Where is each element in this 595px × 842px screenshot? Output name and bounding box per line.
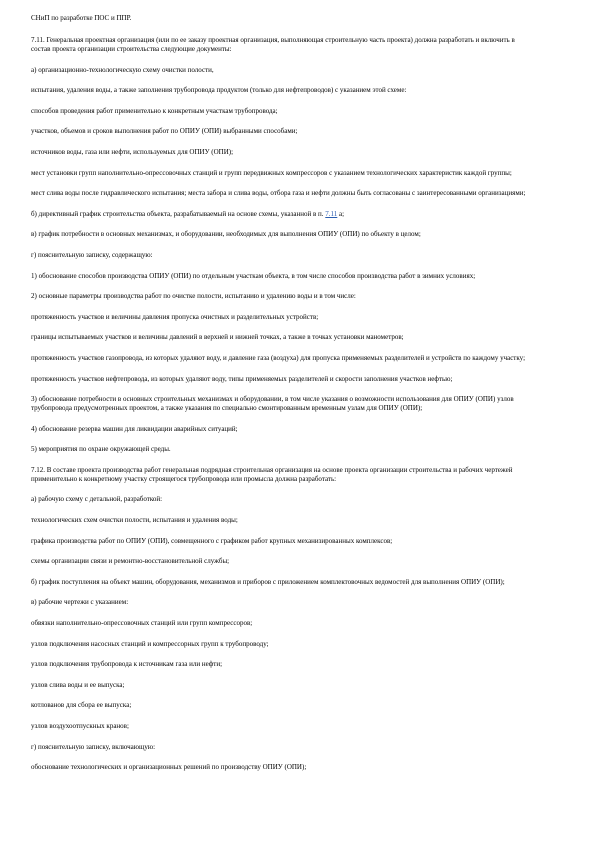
paragraph-text: технологических схем очистки полости, испытания и удаления воды;: [31, 516, 238, 525]
document-paragraph: [31, 86, 533, 95]
paragraph-text: мест установки групп наполнительно-опрессовочных станций и групп передвижных компрессоров с указанием технологических характеристик каждой группы;: [31, 168, 512, 177]
document-paragraph: [31, 127, 533, 136]
paragraph-text: мест слива воды после гидравлического испытания; места забора и слива воды, отбора газа и нефти должны быть согласованы с заинтересованными организациями;: [31, 189, 526, 198]
document-paragraph: [31, 722, 533, 731]
paragraph-text: в) график потребности в основных механизмах, и оборудовании, необходимых для выполнения ОПИУ (ОПИ) по объекту в целом;: [31, 230, 421, 239]
document-paragraph: [31, 148, 533, 157]
document-paragraph: [31, 66, 533, 75]
document-paragraph: [31, 619, 533, 628]
paragraph-text: г) пояснительную записку, включающую:: [31, 742, 156, 751]
paragraph-text: б) директивный график строительства объекта, разрабатываемый на основе схемы, указанной в п.: [31, 209, 326, 218]
document-paragraph: [31, 251, 533, 260]
document-paragraph: [31, 36, 533, 54]
document-paragraph: [31, 354, 533, 363]
paragraph-text: 5) мероприятия по охране окружающей среды.: [31, 445, 171, 454]
document-paragraph: [31, 395, 533, 413]
paragraph-text: испытания, удаления воды, а также заполнения трубопровода продуктом (только для нефтепроводов) с указанием этой схеме:: [31, 86, 407, 95]
document-paragraph: [31, 743, 533, 752]
paragraph-text: участков, объемов и сроков выполнения работ по ОПИУ (ОПИ) выбранными способами;: [31, 127, 298, 136]
paragraph-text: узлов слива воды и ее выпуска;: [31, 680, 125, 689]
paragraph-text: обвязки наполнительно-опрессовочных станций или групп компрессоров;: [31, 619, 253, 628]
document-paragraph: [31, 598, 533, 607]
paragraph-text: границы испытываемых участков и величины давлений в верхней и нижней точках, а также в точках установки манометров;: [31, 333, 404, 342]
document-paragraph: [31, 333, 533, 342]
document-paragraph: [31, 445, 533, 454]
document-paragraph: [31, 557, 533, 566]
document-paragraph: [31, 578, 533, 587]
paragraph-text: 1) обоснование способов производства ОПИУ (ОПИ) по отдельным участкам объекта, в том числе способов производства работ в зимних условиях;: [31, 271, 476, 280]
section-link[interactable]: 7.11: [325, 209, 338, 218]
document-paragraph: [31, 495, 533, 504]
paragraph-text: 2) основные параметры производства работ по очистке полости, испытанию и удалению воды и в том числе:: [31, 292, 356, 301]
paragraph-text: в) рабочие чертежи с указанием:: [31, 598, 129, 607]
document-paragraph: [31, 189, 533, 198]
paragraph-text: протяженность участков и величины давления пропуска очистных и разделительных устройств;: [31, 312, 319, 321]
document-title: СНиП по разработке ПОС и ППР.: [31, 14, 132, 22]
document-paragraph: [31, 537, 533, 546]
document-paragraph: [31, 701, 533, 710]
paragraph-text: б) график поступления на объект машин, оборудования, механизмов и приборов с приложением комплектовочных ведомостей для выполнения ОПИУ (ОПИ);: [31, 577, 505, 586]
paragraph-text: схемы организации связи и ремонтно-восстановительной службы;: [31, 557, 230, 566]
document-paragraph: [31, 272, 533, 281]
paragraph-text: 4) обоснование резерва машин для ликвидации аварийных ситуаций;: [31, 424, 238, 433]
paragraph-text: графика производства работ по ОПИУ (ОПИ), совмещенного с графиком работ крупных механизированных комплексов;: [31, 536, 393, 545]
paragraph-text: 7.11. Генеральная проектная организация (или по ее заказу проектная организация, выполняющая строительную часть проекта) должна разработать и включить в состав проекта организации строительства следующие документы:: [31, 36, 515, 53]
document-paragraph: [31, 292, 533, 301]
paragraph-text: 3) обоснование потребности в основных строительных механизмах и оборудовании, в том числе указания о возможности использования для ОПИУ (ОПИ) узлов трубопровода предусмотренных проектом, а также указания по специально смонтированным временным узлам для ОПИУ (ОПИ);: [31, 395, 514, 413]
document-paragraph: [31, 516, 533, 525]
paragraph-text: котлованов для сбора ее выпуска;: [31, 701, 132, 710]
document-paragraph: [31, 375, 533, 384]
paragraph-text: а) организационно-технологическую схему очистки полости,: [31, 65, 214, 74]
paragraph-text: а) рабочую схему с детальной, разработкой:: [31, 495, 163, 504]
paragraph-text: узлов воздухоотпускных кранов;: [31, 722, 129, 730]
paragraph-text: протяженность участков газопровода, из которых удаляют воду, и давление газа (воздуха) для пропуска применяемых разделителей и устройств по каждому участку;: [31, 353, 526, 362]
document-paragraph: [31, 425, 533, 434]
paragraph-text: обоснование технологических и организационных решений по производству ОПИУ (ОПИ);: [31, 763, 307, 772]
document-paragraph: [31, 210, 533, 219]
paragraph-text: способов проведения работ применительно к конкретным участкам трубопровода;: [31, 106, 278, 115]
document-paragraph: [31, 466, 533, 484]
paragraph-text: узлов подключения насосных станций и компрессорных групп к трубопроводу;: [31, 639, 269, 648]
document-body: [31, 36, 533, 772]
paragraph-text: узлов подключения трубопровода к источникам газа или нефти;: [31, 660, 223, 669]
document-paragraph: [31, 107, 533, 116]
paragraph-text-after-link: а;: [337, 209, 345, 218]
document-paragraph: [31, 681, 533, 690]
document-paragraph: [31, 660, 533, 669]
paragraph-text: г) пояснительную записку, содержащую:: [31, 250, 153, 259]
document-paragraph: [31, 313, 533, 322]
document-paragraph: [31, 230, 533, 239]
document-paragraph: [31, 763, 533, 772]
paragraph-text: 7.12. В составе проекта производства работ генеральная подрядная строительная организация на основе проекта организации строительства и рабочих чертежей применительно к конкретному участку строящегося трубопровода или промысла должна разработать:: [31, 465, 513, 483]
paragraph-text: протяженность участков нефтепровода, из которых удаляют воду, типы применяемых разделителей и скорости заполнения участков нефтью;: [31, 374, 453, 383]
paragraph-text: источников воды, газа или нефти, используемых для ОПИУ (ОПИ);: [31, 147, 234, 156]
document-paragraph: [31, 640, 533, 649]
document-paragraph: [31, 169, 533, 178]
